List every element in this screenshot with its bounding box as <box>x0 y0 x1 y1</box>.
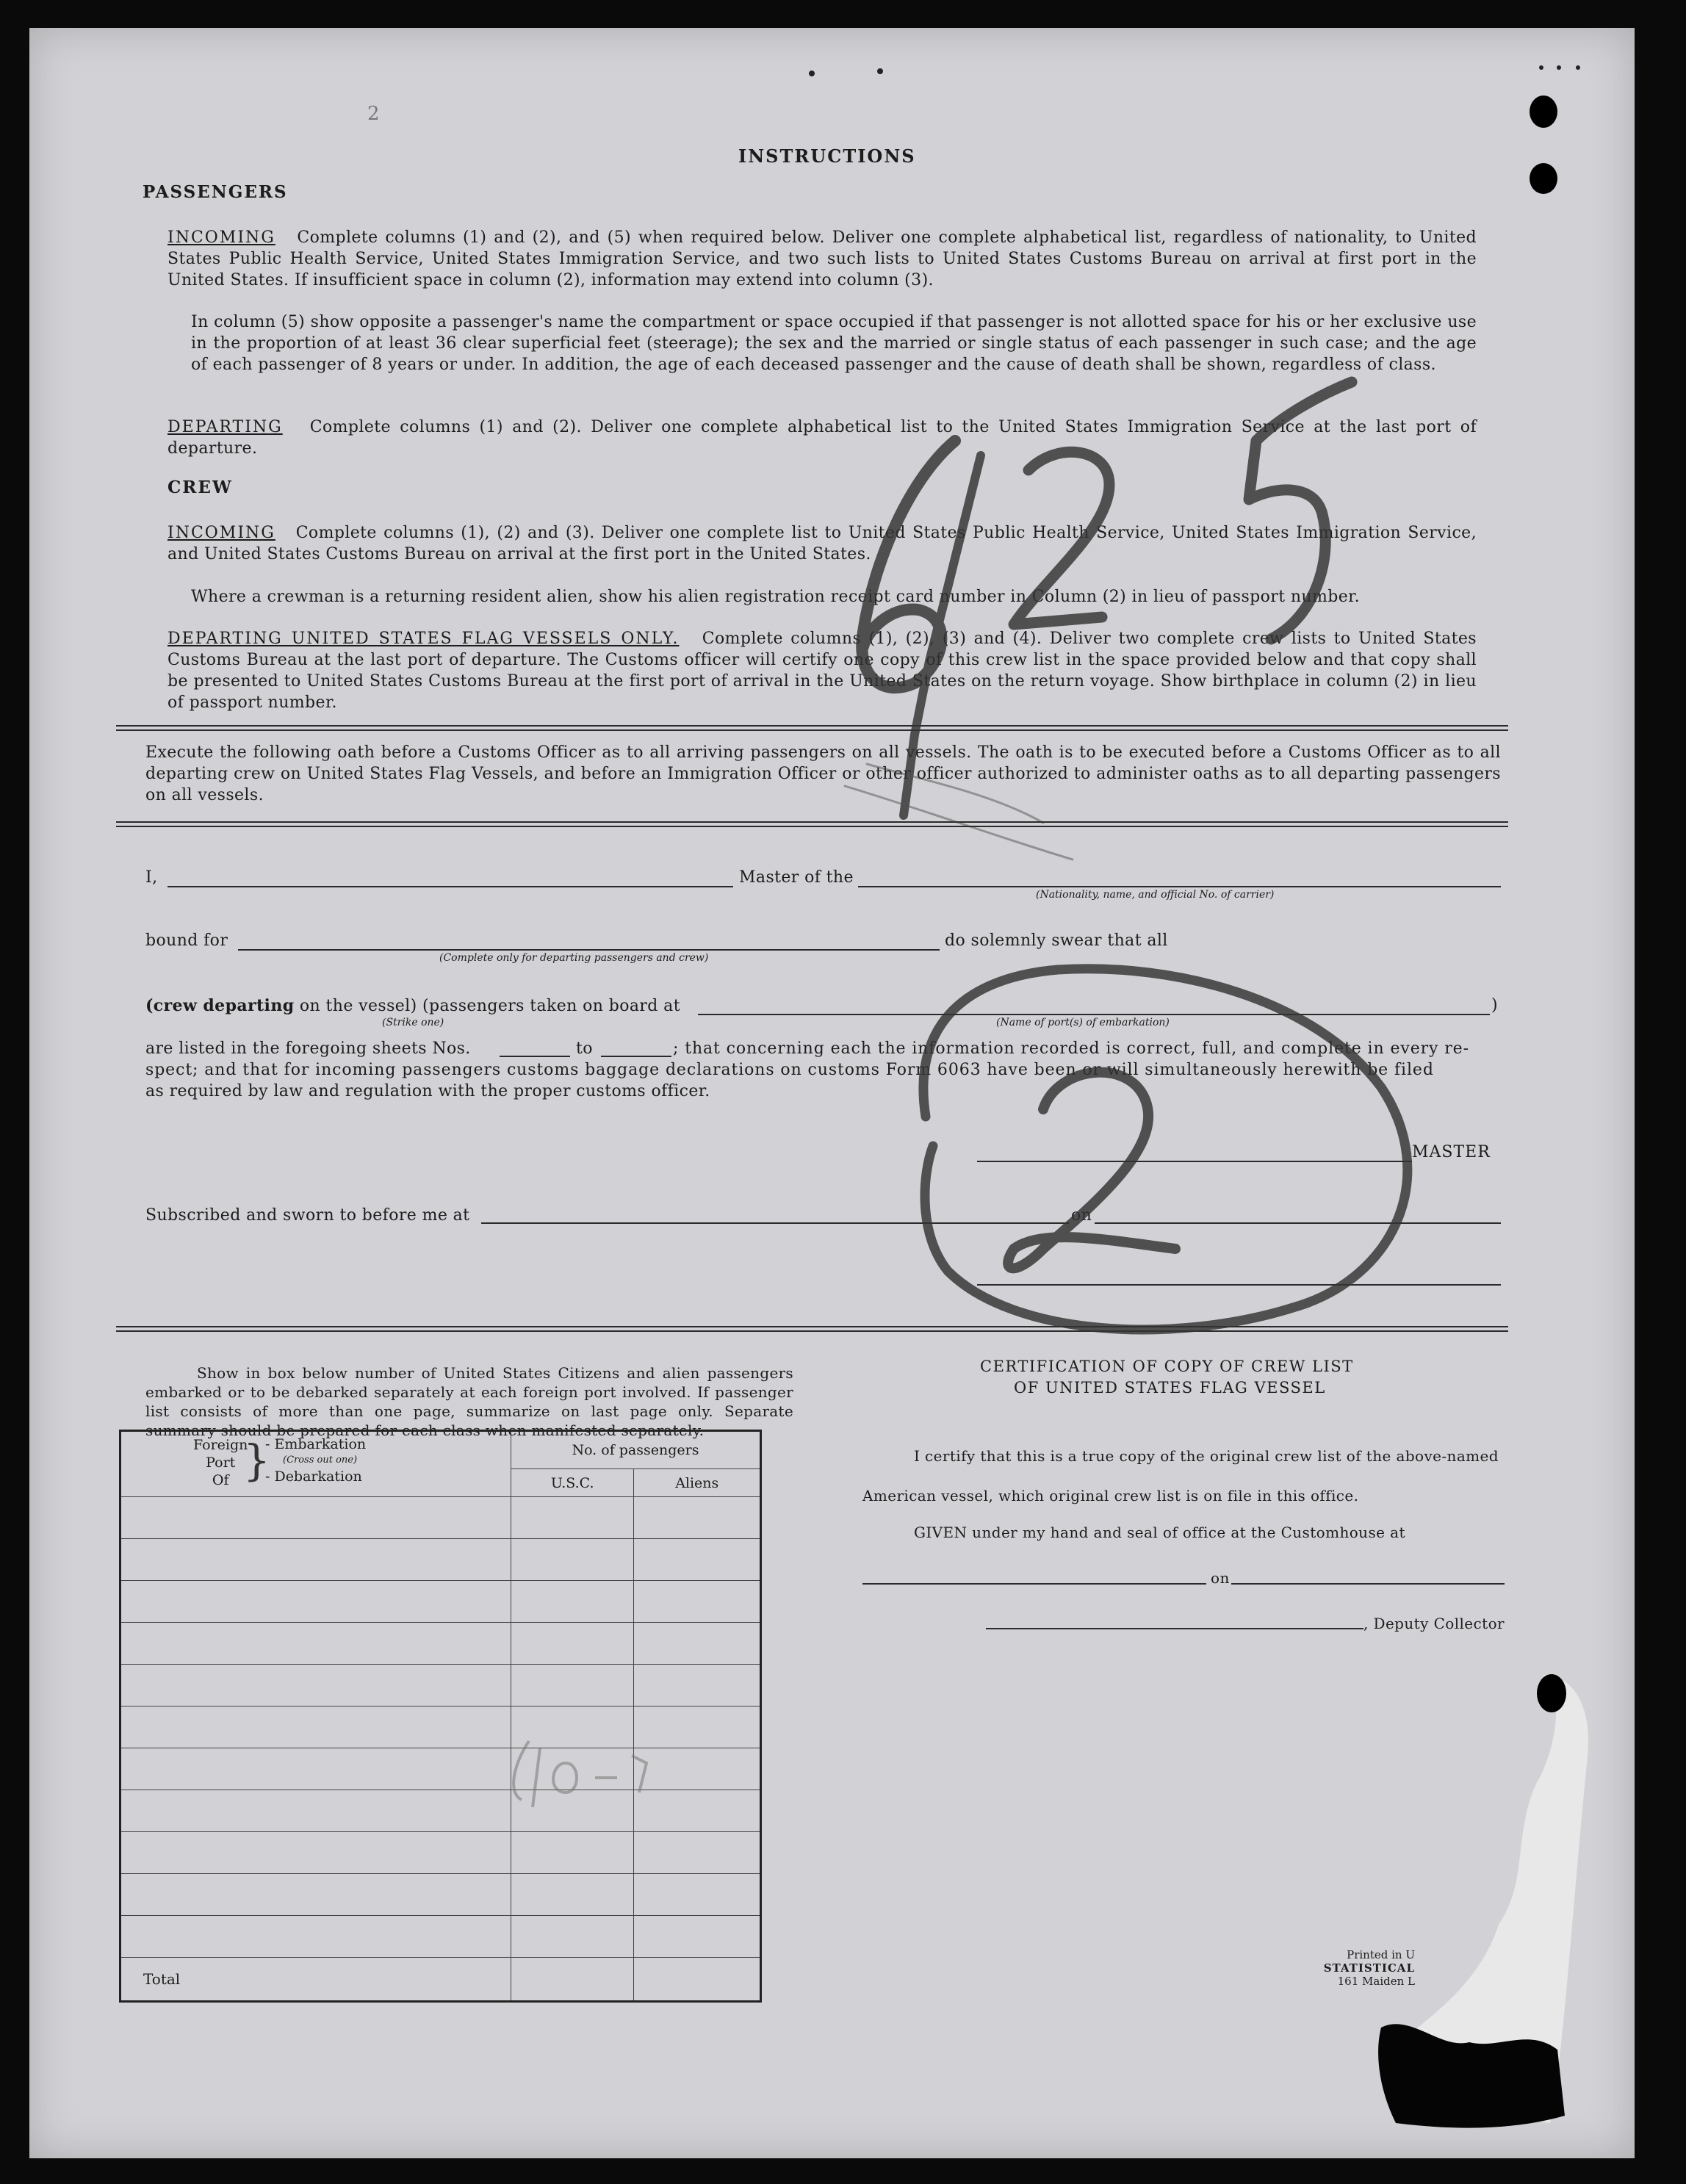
debarkation-option[interactable]: - Debarkation <box>265 1468 362 1485</box>
foreign-port-of-label: Foreign Port Of <box>193 1437 248 1488</box>
to-label: to <box>576 1039 593 1058</box>
sworn-on-label: on <box>1071 1206 1092 1225</box>
aliens-header: Aliens <box>634 1469 761 1497</box>
passengers-departing-label: DEPARTING <box>167 418 283 436</box>
deputy-collector-label: , Deputy Collector <box>1363 1615 1505 1632</box>
embarkation-option[interactable]: - Embarkation <box>265 1436 367 1452</box>
listed-text-d: as required by law and regulation with the proper customs officer. <box>145 1082 710 1100</box>
on-the-vessel-text: on the vessel) <box>299 997 417 1015</box>
passengers-taken-text: (passengers taken on board at <box>422 997 680 1015</box>
certification-title-line1: CERTIFICATION OF COPY OF CREW LIST <box>980 1358 1354 1375</box>
listed-text-b: ; that concerning each the information recorded is correct, full, and complete in every re- <box>673 1039 1469 1058</box>
bound-for-caption: (Complete only for departing passengers and crew) <box>439 952 709 964</box>
strike-caption: (Strike one) <box>382 1017 444 1028</box>
passengers-incoming-text: Complete columns (1) and (2), and (5) when required below. Deliver one complete alphabetical list, regardless of nationality, to United States Public Health Service, United States Immigration Service, and two such lists to United States Customs Bureau on arrival at first port in the United States. If insufficient space in column (2), information may extend into column (3). <box>167 228 1477 289</box>
certification-on-label: on <box>1211 1569 1230 1587</box>
passengers-column5-paragraph: In column (5) show opposite a passenger's name the compartment or space occupied if that passenger is not allotted space for his or her exclusive use in the proportion of at least 36 clear superficial feet (steerage); the sex and the married or single status of each passenger in such case; and the age of each passenger of 8 years or under. In addition, the age of each deceased passenger and the cause of death shall be shown, regardless of class. <box>191 313 1477 374</box>
subscribed-label: Subscribed and sworn to before me at <box>145 1206 470 1225</box>
crew-resident-paragraph: Where a crewman is a returning resident alien, show his alien registration receipt card number in Column (2) in lieu of passport number. <box>191 588 1361 606</box>
master-label: MASTER <box>1412 1143 1491 1161</box>
listed-text-a: are listed in the foregoing sheets Nos. <box>145 1039 471 1058</box>
total-label: Total <box>120 1958 511 2002</box>
crew-incoming-text: Complete columns (1), (2) and (3). Deliver one complete list to United States Public Health Service, United States Immigration Service, and United States Customs Bureau on arrival at the first port in the United States. <box>167 524 1477 563</box>
crew-flag-text: Complete columns (1), (2), (3) and (4). Deliver two complete crew lists to United States Customs Bureau at the last port of departure. The Customs officer will certify one copy of this crew list in the space provided below and that copy shall be presented to United States Customs Bureau at the first port of arrival in the United States on the return voyage. Show birthplace in column (2) in lieu of passport number. <box>167 630 1477 712</box>
crew-heading: CREW <box>167 477 233 497</box>
page-mark: 2 <box>367 103 380 125</box>
passengers-incoming-label: INCOMING <box>167 228 275 247</box>
summary-instruction: Show in box below number of United States Citizens and alien passengers embarked or to be debarked separately at each foreign port involved. If passenger list consists of more than one page, summarize on last page only. Separate summary should be prepared for each class when manifested separately. <box>145 1364 793 1439</box>
certify-text-b: American vessel, which original crew list is on file in this office. <box>862 1487 1359 1504</box>
crew-departing-text: (crew departing <box>145 996 295 1015</box>
oath-i-label: I, <box>145 868 158 887</box>
printer-imprint: Printed in U STATISTICAL 161 Maiden L <box>1323 1948 1415 1988</box>
certification-title-line2: OF UNITED STATES FLAG VESSEL <box>1014 1379 1326 1396</box>
oath-instruction: Execute the following oath before a Customs Officer as to all arriving passengers on all vessels. The oath is to be executed before a Customs Officer as to all departing crew on United States Flag Vessels, and before an Immigration Officer or other officer authorized to administer oaths as to all departing passengers on all vessels. <box>145 743 1501 804</box>
crew-flag-label: DEPARTING UNITED STATES FLAG VESSELS ONLY. <box>167 630 680 648</box>
carrier-caption: (Nationality, name, and official No. of carrier) <box>1036 889 1275 901</box>
passengers-heading: PASSENGERS <box>143 182 288 202</box>
crew-incoming-label: INCOMING <box>167 524 275 542</box>
page-title: INSTRUCTIONS <box>738 145 916 167</box>
embark-debark-options: - Embarkation (Cross out one) - Debarkation <box>265 1436 367 1485</box>
brace-icon: } <box>243 1435 270 1485</box>
passengers-count-header: No. of passengers <box>511 1431 760 1469</box>
passengers-departing-text: Complete columns (1) and (2). Deliver one complete alphabetical list to the United States Immigration Service at the last port of departure. <box>167 418 1477 458</box>
master-of-the-label: Master of the <box>739 868 854 887</box>
certify-text-a: I certify that this is a true copy of the original crew list of the above-named <box>914 1447 1499 1465</box>
port-caption: (Name of port(s) of embarkation) <box>996 1017 1170 1028</box>
listed-text-c: spect; and that for incoming passengers customs baggage declarations on customs Form 6063 have been or will simultaneously herewith be filed <box>145 1061 1434 1079</box>
close-paren: ) <box>1491 996 1498 1014</box>
given-text: GIVEN under my hand and seal of office at the Customhouse at <box>914 1524 1405 1541</box>
swear-text: do solemnly swear that all <box>945 931 1168 950</box>
bound-for-label: bound for <box>145 931 228 950</box>
usc-header: U.S.C. <box>511 1469 634 1497</box>
